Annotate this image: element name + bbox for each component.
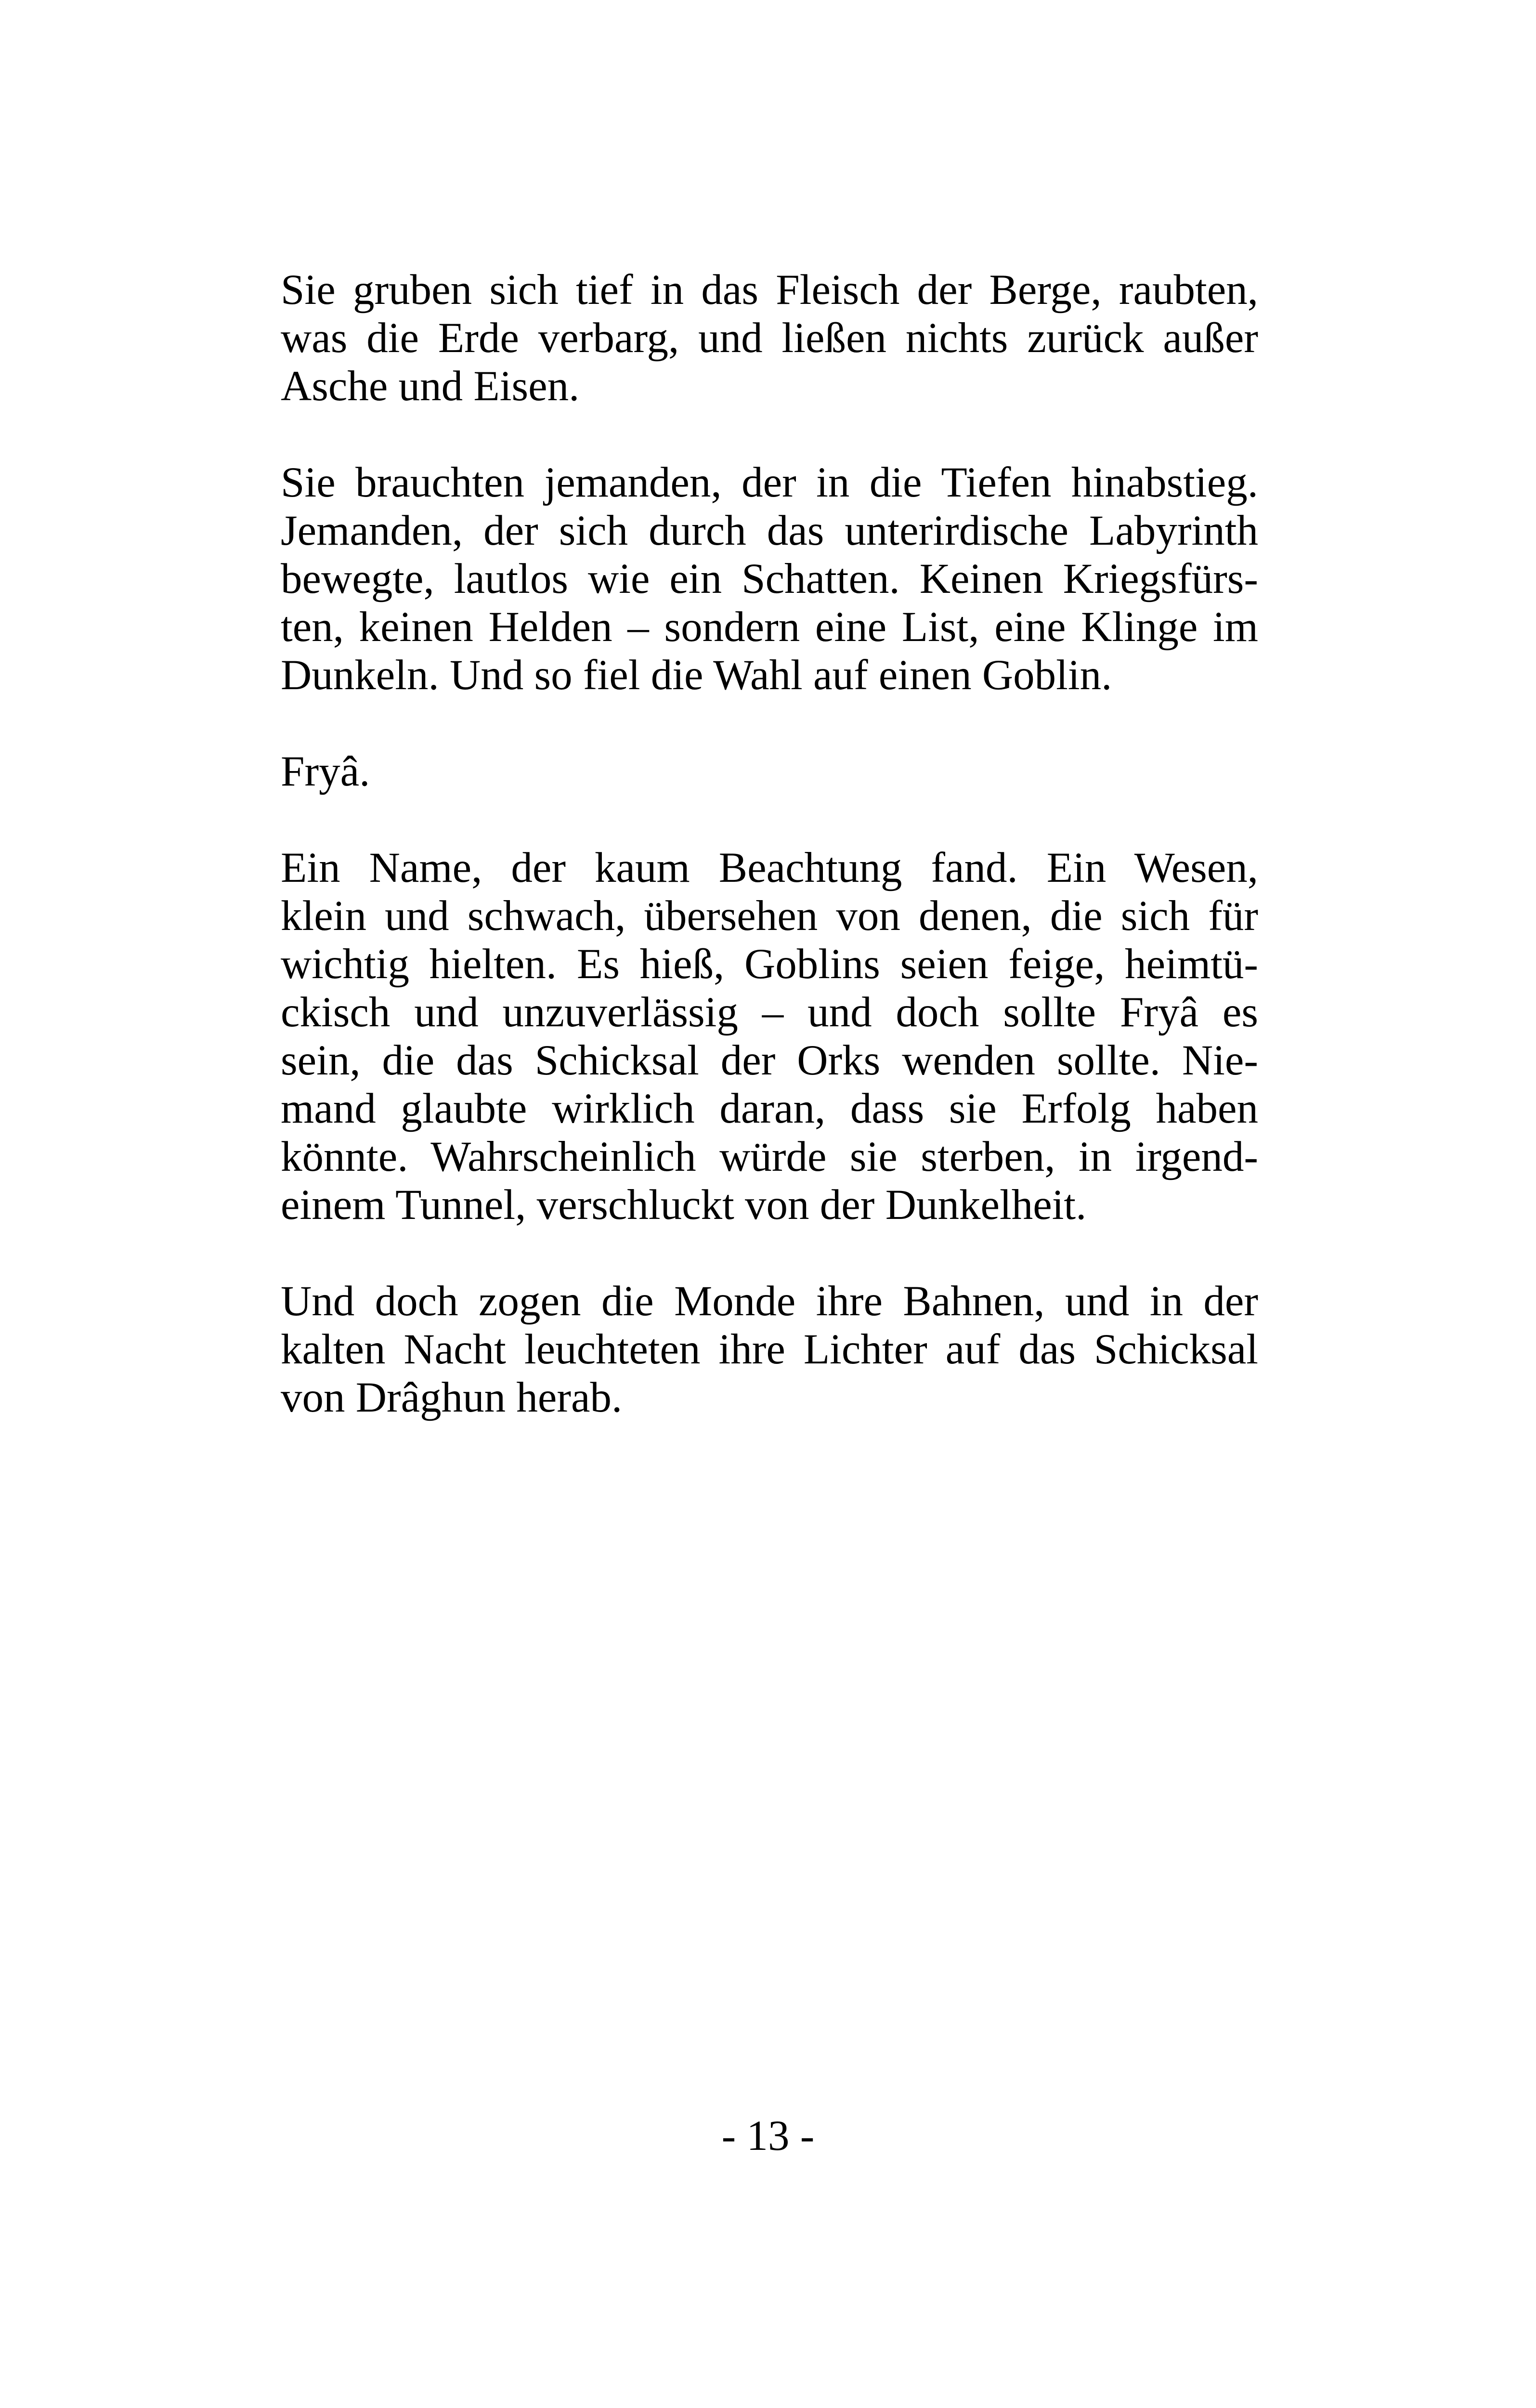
text-line: ckisch und unzuverlässig – und doch sollte Fryâ es [281,989,1258,1036]
text-line: Jemanden, der sich durch das unterirdische Labyrinth [281,507,1258,554]
paragraph [281,747,1258,796]
text-line: Dunkeln. Und so fiel die Wahl auf einen Goblin. [281,652,1112,699]
text-line: Sie brauchten jemanden, der in die Tiefen hinabstieg. [281,459,1258,506]
text-line: wichtig hielten. Es hieß, Goblins seien feige, heimtü- [281,941,1258,988]
text-line: Asche und Eisen. [281,363,580,410]
paragraph [281,1277,1258,1422]
text-line: sein, die das Schicksal der Orks wenden sollte. Nie- [281,1037,1258,1084]
text-line: klein und schwach, übersehen von denen, die sich für [281,892,1258,940]
text-line: Und doch zogen die Monde ihre Bahnen, und in der [281,1278,1258,1325]
text-line: bewegte, lautlos wie ein Schatten. Keinen Kriegsfürs- [281,555,1258,602]
text-line: was die Erde verbarg, und ließen nichts zurück außer [281,314,1258,362]
text-line: könnte. Wahrscheinlich würde sie sterben, in irgend- [281,1133,1258,1180]
text-line: von Drâghun herab. [281,1374,623,1421]
text-line: ten, keinen Helden – sondern eine List, eine Klinge im [281,603,1258,651]
text-line: kalten Nacht leuchteten ihre Lichter auf das Schicksal [281,1326,1258,1373]
text-line: Sie gruben sich tief in das Fleisch der Berge, raubten, [281,266,1258,314]
text-line: Fryâ. [281,748,370,795]
page-number: - 13 - [721,2112,815,2159]
body-text [281,266,1258,1470]
paragraph [281,844,1258,1229]
paragraph [281,458,1258,699]
text-line: einem Tunnel, verschluckt von der Dunkelheit. [281,1181,1087,1229]
text-line: Ein Name, der kaum Beachtung fand. Ein Wesen, [281,844,1258,891]
text-line: mand glaubte wirklich daran, dass sie Erfolg haben [281,1085,1258,1132]
paragraph [281,266,1258,410]
